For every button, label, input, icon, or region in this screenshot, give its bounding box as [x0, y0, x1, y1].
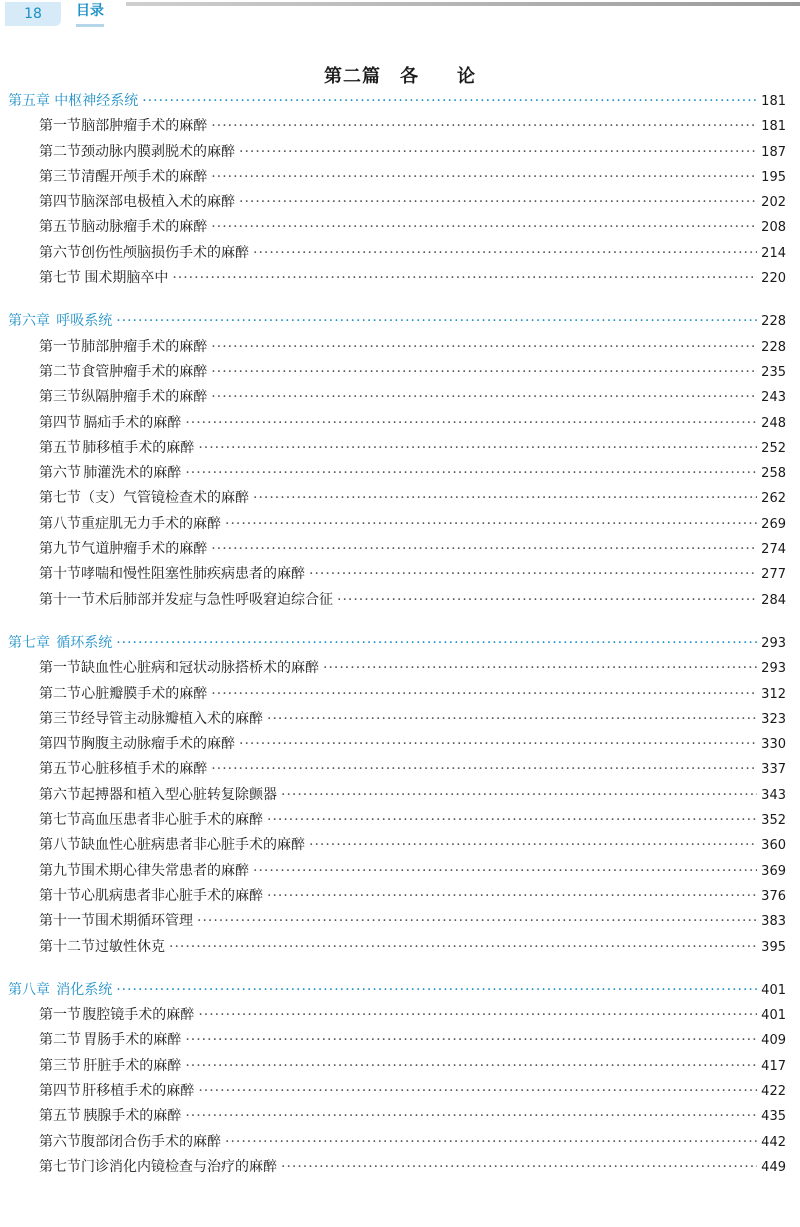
entry-label: 第五节: [39, 219, 81, 236]
section-entry[interactable]: [0, 1130, 800, 1155]
entry-page-number: 293: [761, 661, 786, 677]
entry-title: 腹腔镜手术的麻醉: [82, 1007, 195, 1024]
entry-title: 心脏瓣膜手术的麻醉: [81, 685, 208, 702]
entry-page-number: 449: [761, 1159, 786, 1175]
tag-underline: [76, 24, 104, 27]
entry-page-number: 422: [761, 1083, 786, 1099]
leader-dots: [172, 266, 757, 291]
leader-dots: [211, 757, 757, 782]
leader-dots: [142, 89, 757, 114]
section-entry[interactable]: [0, 757, 800, 782]
entry-title: 心肌病患者非心脏手术的麻醉: [81, 887, 263, 904]
entry-title: 膈疝手术的麻醉: [83, 414, 182, 431]
entry-label: 第二节: [39, 363, 81, 380]
entry-label: 第三节: [39, 389, 81, 406]
section-tag: 目录: [76, 3, 104, 19]
entry-page-number: 228: [761, 339, 786, 355]
entry-label: 第十节: [39, 887, 81, 904]
entry-title: （支）气管镜检查术的麻醉: [81, 490, 249, 507]
entry-title: 高血压患者非心脏手术的麻醉: [81, 812, 263, 829]
entry-label: 第十节: [39, 566, 81, 583]
entry-label: 第六节: [39, 1133, 81, 1150]
leader-dots: [267, 884, 757, 909]
entry-page-number: 360: [761, 838, 786, 854]
entry-page-number: 262: [761, 491, 786, 507]
entry-page-number: 401: [761, 982, 786, 998]
entry-page-number: 202: [761, 195, 786, 211]
section-entry[interactable]: [0, 909, 800, 934]
chapter-entry[interactable]: [0, 631, 800, 656]
entry-label: 第七节: [39, 490, 81, 507]
section-entry[interactable]: [0, 656, 800, 681]
entry-title: 脑部肿瘤手术的麻醉: [81, 118, 208, 135]
entry-title: 肝脏手术的麻醉: [83, 1057, 182, 1074]
section-entry[interactable]: [0, 486, 800, 511]
entry-label: 第七节: [39, 812, 81, 829]
section-entry[interactable]: [0, 140, 800, 165]
entry-page-number: 376: [761, 888, 786, 904]
entry-title: 脑动脉瘤手术的麻醉: [81, 219, 208, 236]
part-title: 第二篇 各 论: [324, 66, 476, 87]
entry-title: 清醒开颅手术的麻醉: [81, 168, 208, 185]
leader-dots: [116, 978, 757, 1003]
section-entry[interactable]: [0, 859, 800, 884]
entry-page-number: 195: [761, 169, 786, 185]
leader-dots: [211, 385, 757, 410]
leader-dots: [211, 165, 757, 190]
entry-title: 腹部闭合伤手术的麻醉: [81, 1133, 221, 1150]
entry-page-number: 369: [761, 863, 786, 879]
entry-label: 第七节: [39, 270, 81, 287]
entry-title: 胸腹主动脉瘤手术的麻醉: [81, 736, 235, 753]
section-entry[interactable]: [0, 266, 800, 291]
section-entry[interactable]: [0, 1104, 800, 1129]
leader-dots: [267, 707, 757, 732]
entry-page-number: 258: [761, 466, 786, 482]
entry-page-number: 330: [761, 737, 786, 753]
leader-dots: [169, 935, 757, 960]
entry-label: 第一节: [39, 1007, 81, 1024]
entry-page-number: 284: [761, 592, 786, 608]
entry-page-number: 323: [761, 711, 786, 727]
entry-label: 第六章: [8, 313, 50, 330]
entry-label: 第二节: [39, 1032, 81, 1049]
leader-dots: [211, 360, 757, 385]
entry-page-number: 248: [761, 415, 786, 431]
leader-dots: [281, 1155, 757, 1180]
entry-page-number: 442: [761, 1134, 786, 1150]
entry-page-number: 337: [761, 762, 786, 778]
chapter-block: [0, 631, 800, 960]
entry-label: 第十一节: [39, 591, 95, 608]
section-entry[interactable]: [0, 562, 800, 587]
section-entry[interactable]: [0, 241, 800, 266]
entry-label: 第四节: [39, 414, 81, 431]
leader-dots: [116, 309, 757, 334]
entry-page-number: 343: [761, 787, 786, 803]
entry-label: 第三节: [39, 1057, 81, 1074]
entry-label: 第四节: [39, 1082, 81, 1099]
entry-page-number: 409: [761, 1033, 786, 1049]
entry-label: 第七章: [8, 634, 50, 651]
section-entry[interactable]: [0, 732, 800, 757]
entry-title: 过敏性休克: [95, 938, 165, 955]
entry-page-number: 181: [761, 119, 786, 135]
leader-dots: [239, 732, 757, 757]
entry-title: 呼吸系统: [56, 313, 113, 330]
leader-dots: [116, 631, 757, 656]
entry-page-number: 401: [761, 1008, 786, 1024]
entry-label: 第七节: [39, 1158, 81, 1175]
section-entry[interactable]: [0, 512, 800, 537]
section-entry[interactable]: [0, 1155, 800, 1180]
entry-label: 第五节: [39, 1108, 81, 1125]
leader-dots: [211, 537, 757, 562]
entry-label: 第四节: [39, 736, 81, 753]
entry-label: 第三节: [39, 168, 81, 185]
leader-dots: [225, 1130, 757, 1155]
entry-title: 脑深部电极植入术的麻醉: [81, 194, 235, 211]
leader-dots: [267, 808, 757, 833]
chapter-entry[interactable]: [0, 978, 800, 1003]
entry-label: 第一节: [39, 660, 81, 677]
entry-title: 肺灌洗术的麻醉: [83, 465, 182, 482]
section-entry[interactable]: [0, 808, 800, 833]
leader-dots: [211, 335, 757, 360]
leader-dots: [253, 241, 757, 266]
entry-label: 第九节: [39, 862, 81, 879]
entry-title: 气道肿瘤手术的麻醉: [81, 541, 208, 558]
entry-title: 中枢神经系统: [54, 93, 139, 109]
leader-dots: [253, 859, 757, 884]
table-of-contents: [0, 89, 800, 1198]
section-entry[interactable]: [0, 114, 800, 139]
entry-title: 创伤性颅脑损伤手术的麻醉: [81, 244, 249, 261]
entry-title: 缺血性心脏病和冠状动脉搭桥术的麻醉: [81, 660, 319, 677]
entry-page-number: 352: [761, 813, 786, 829]
leader-dots: [253, 486, 757, 511]
entry-label: 第二节: [39, 143, 81, 160]
entry-title: 胰腺手术的麻醉: [83, 1108, 182, 1125]
leader-dots: [211, 114, 757, 139]
entry-title: 纵隔肿瘤手术的麻醉: [81, 389, 208, 406]
leader-dots: [185, 1028, 757, 1053]
section-entry[interactable]: [0, 783, 800, 808]
entry-page-number: 243: [761, 390, 786, 406]
entry-page-number: 312: [761, 686, 786, 702]
entry-title: 肺移植手术的麻醉: [82, 439, 195, 456]
entry-label: 第五节: [39, 439, 81, 456]
entry-label: 第九节: [39, 541, 81, 558]
section-entry[interactable]: [0, 884, 800, 909]
entry-label: 第三节: [39, 710, 81, 727]
chapter-block: [0, 89, 800, 291]
leader-dots: [225, 512, 757, 537]
page-header: [0, 0, 800, 40]
section-entry[interactable]: [0, 190, 800, 215]
entry-title: 循环系统: [56, 634, 113, 651]
leader-dots: [198, 1079, 757, 1104]
leader-dots: [239, 140, 757, 165]
entry-page-number: 235: [761, 364, 786, 380]
entry-label: 第六节: [39, 786, 81, 803]
entry-page-number: 417: [761, 1058, 786, 1074]
entry-title: 缺血性心脏病患者非心脏手术的麻醉: [81, 837, 305, 854]
entry-title: 起搏器和植入型心脏转复除颤器: [81, 786, 277, 803]
entry-title: 肺部肿瘤手术的麻醉: [81, 338, 208, 355]
section-entry[interactable]: [0, 436, 800, 461]
section-entry[interactable]: [0, 1003, 800, 1028]
entry-title: 胃肠手术的麻醉: [83, 1032, 182, 1049]
entry-title: 心脏移植手术的麻醉: [81, 761, 208, 778]
section-entry[interactable]: [0, 1079, 800, 1104]
entry-label: 第一节: [39, 118, 81, 135]
entry-title: 肝移植手术的麻醉: [82, 1082, 195, 1099]
leader-dots: [185, 411, 757, 436]
section-entry[interactable]: [0, 707, 800, 732]
section-entry[interactable]: [0, 335, 800, 360]
entry-page-number: 220: [761, 271, 786, 287]
entry-title: 哮喘和慢性阻塞性肺疾病患者的麻醉: [81, 566, 305, 583]
leader-dots: [211, 682, 757, 707]
entry-page-number: 277: [761, 567, 786, 583]
entry-title: 门诊消化内镜检查与治疗的麻醉: [81, 1158, 277, 1175]
leader-dots: [197, 909, 757, 934]
entry-label: 第六节: [39, 465, 81, 482]
leader-dots: [185, 1104, 757, 1129]
entry-page-number: 181: [761, 94, 786, 109]
entry-page-number: 208: [761, 220, 786, 236]
leader-dots: [309, 833, 757, 858]
entry-title: 重症肌无力手术的麻醉: [81, 515, 221, 532]
section-entry[interactable]: [0, 588, 800, 613]
section-entry[interactable]: [0, 411, 800, 436]
entry-title: 围术期心律失常患者的麻醉: [81, 862, 249, 879]
entry-title: 食管肿瘤手术的麻醉: [81, 363, 208, 380]
chapter-block: [0, 309, 800, 613]
entry-title: 消化系统: [56, 981, 113, 998]
entry-label: 第五节: [39, 761, 81, 778]
section-entry[interactable]: [0, 215, 800, 240]
leader-dots: [211, 215, 757, 240]
entry-page-number: 435: [761, 1109, 786, 1125]
entry-page-number: 214: [761, 245, 786, 261]
entry-page-number: 187: [761, 144, 786, 160]
entry-label: 第五章: [8, 93, 50, 109]
entry-label: 第八节: [39, 515, 81, 532]
entry-page-number: 252: [761, 440, 786, 456]
section-entry[interactable]: [0, 537, 800, 562]
entry-label: 第八节: [39, 837, 81, 854]
leader-dots: [198, 436, 757, 461]
entry-label: 第一节: [39, 338, 81, 355]
section-entry[interactable]: [0, 1054, 800, 1079]
section-entry[interactable]: [0, 682, 800, 707]
entry-title: 经导管主动脉瓣植入术的麻醉: [81, 710, 263, 727]
entry-title: 颈动脉内膜剥脱术的麻醉: [81, 143, 235, 160]
section-entry[interactable]: [0, 935, 800, 960]
entry-title: 术后肺部并发症与急性呼吸窘迫综合征: [95, 591, 333, 608]
leader-dots: [337, 588, 757, 613]
leader-dots: [281, 783, 757, 808]
header-rule: [126, 2, 800, 6]
entry-label: 第十一节: [39, 913, 95, 930]
entry-label: 第二节: [39, 685, 81, 702]
leader-dots: [185, 1054, 757, 1079]
leader-dots: [309, 562, 757, 587]
entry-page-number: 269: [761, 516, 786, 532]
entry-page-number: 395: [761, 939, 786, 955]
entry-title: 围术期脑卒中: [84, 270, 169, 287]
chapter-entry[interactable]: [0, 309, 800, 334]
leader-dots: [185, 461, 757, 486]
leader-dots: [198, 1003, 757, 1028]
leader-dots: [323, 656, 757, 681]
entry-title: 围术期循环管理: [95, 913, 193, 930]
entry-label: 第十二节: [39, 938, 95, 955]
entry-page-number: 383: [761, 914, 786, 930]
leader-dots: [239, 190, 757, 215]
section-entry[interactable]: [0, 461, 800, 486]
page-number: 18: [5, 2, 61, 26]
section-entry[interactable]: [0, 165, 800, 190]
entry-page-number: 293: [761, 635, 786, 651]
section-entry[interactable]: [0, 833, 800, 858]
entry-label: 第六节: [39, 244, 81, 261]
section-entry[interactable]: [0, 385, 800, 410]
entry-page-number: 274: [761, 542, 786, 558]
section-entry[interactable]: [0, 1028, 800, 1053]
section-entry[interactable]: [0, 360, 800, 385]
entry-label: 第四节: [39, 194, 81, 211]
entry-label: 第八章: [8, 981, 50, 998]
chapter-entry[interactable]: [0, 89, 800, 114]
entry-page-number: 228: [761, 314, 786, 330]
chapter-block: [0, 978, 800, 1180]
